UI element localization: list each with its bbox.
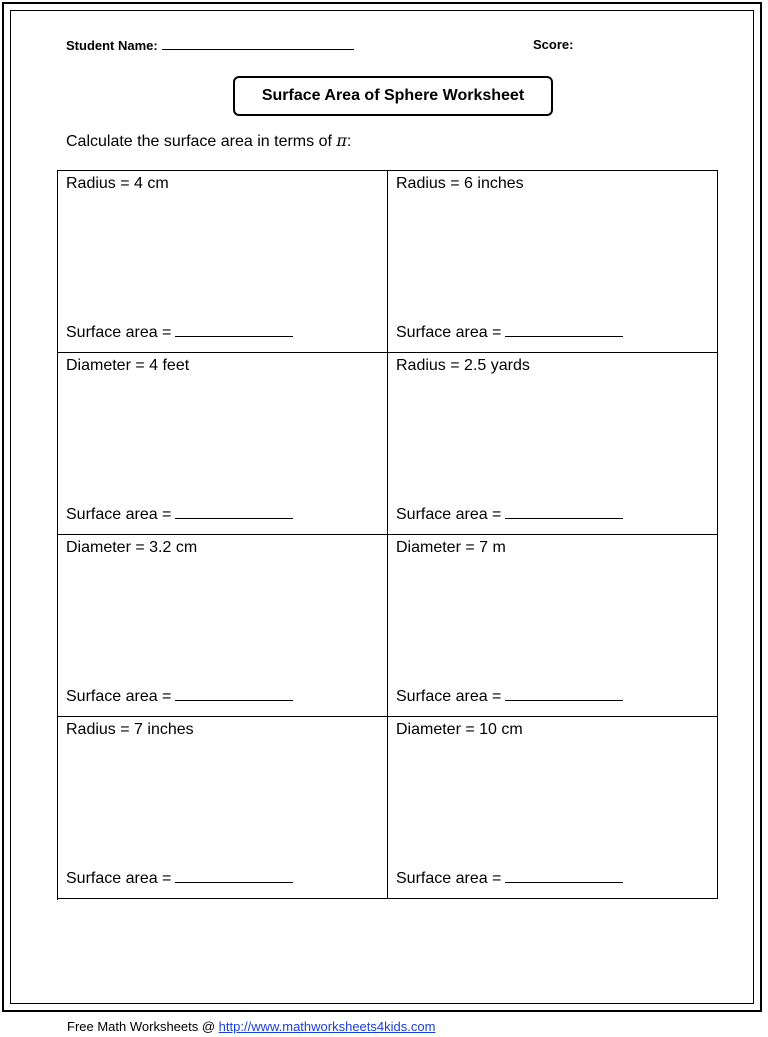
- problem-given: Diameter = 4 feet: [66, 357, 190, 374]
- answer-blank[interactable]: [175, 686, 293, 701]
- answer-label: Surface area =: [396, 688, 502, 705]
- problem-given: Radius = 7 inches: [66, 721, 194, 738]
- problem-cell: [388, 171, 718, 353]
- problem-grid: [57, 170, 718, 900]
- answer-row: [66, 322, 293, 342]
- score-label: Score:: [533, 37, 574, 52]
- problem-given: Radius = 2.5 yards: [396, 357, 530, 374]
- instruction-text: Calculate the surface area in terms of: [66, 133, 337, 150]
- problem-given: Diameter = 3.2 cm: [66, 539, 198, 556]
- instruction-suffix: :: [346, 133, 352, 150]
- pi-symbol: π: [336, 131, 347, 150]
- worksheet-title: [233, 76, 553, 116]
- answer-label: Surface area =: [66, 506, 172, 523]
- student-name-field[interactable]: [66, 37, 354, 53]
- worksheet-title-text: Surface Area of Sphere Worksheet: [261, 87, 525, 104]
- answer-row: [396, 868, 623, 888]
- answer-blank[interactable]: [505, 322, 623, 337]
- student-name-blank[interactable]: [162, 37, 354, 50]
- answer-label: Surface area =: [396, 870, 502, 887]
- answer-blank[interactable]: [505, 504, 623, 519]
- answer-row: [396, 504, 623, 524]
- answer-blank[interactable]: [175, 504, 293, 519]
- footer-text: Free Math Worksheets @: [67, 1019, 219, 1034]
- answer-label: Surface area =: [396, 324, 502, 341]
- answer-blank[interactable]: [175, 868, 293, 883]
- answer-label: Surface area =: [66, 688, 172, 705]
- answer-row: [66, 686, 293, 706]
- answer-blank[interactable]: [175, 322, 293, 337]
- problem-given: Radius = 6 inches: [396, 175, 524, 192]
- answer-row: [66, 868, 293, 888]
- student-name-label: Student Name:: [66, 38, 158, 53]
- problem-cell: [58, 353, 388, 535]
- problem-cell: [58, 171, 388, 353]
- answer-blank[interactable]: [505, 868, 623, 883]
- problem-cell: [58, 717, 388, 899]
- problem-cell: [58, 535, 388, 717]
- answer-row: [396, 322, 623, 342]
- problem-cell: [388, 353, 718, 535]
- problem-cell: [388, 717, 718, 899]
- answer-label: Surface area =: [66, 324, 172, 341]
- answer-row: [396, 686, 623, 706]
- answer-blank[interactable]: [505, 686, 623, 701]
- answer-label: Surface area =: [66, 870, 172, 887]
- answer-row: [66, 504, 293, 524]
- problem-given: Radius = 4 cm: [66, 175, 169, 192]
- problem-given: Diameter = 7 m: [396, 539, 506, 556]
- answer-label: Surface area =: [396, 506, 502, 523]
- problem-cell: [388, 535, 718, 717]
- footer-link[interactable]: http://www.mathworksheets4kids.com: [218, 1019, 436, 1034]
- score-field: [533, 37, 573, 52]
- instruction: [66, 131, 351, 151]
- footer: [67, 1019, 435, 1034]
- problem-given: Diameter = 10 cm: [396, 721, 523, 738]
